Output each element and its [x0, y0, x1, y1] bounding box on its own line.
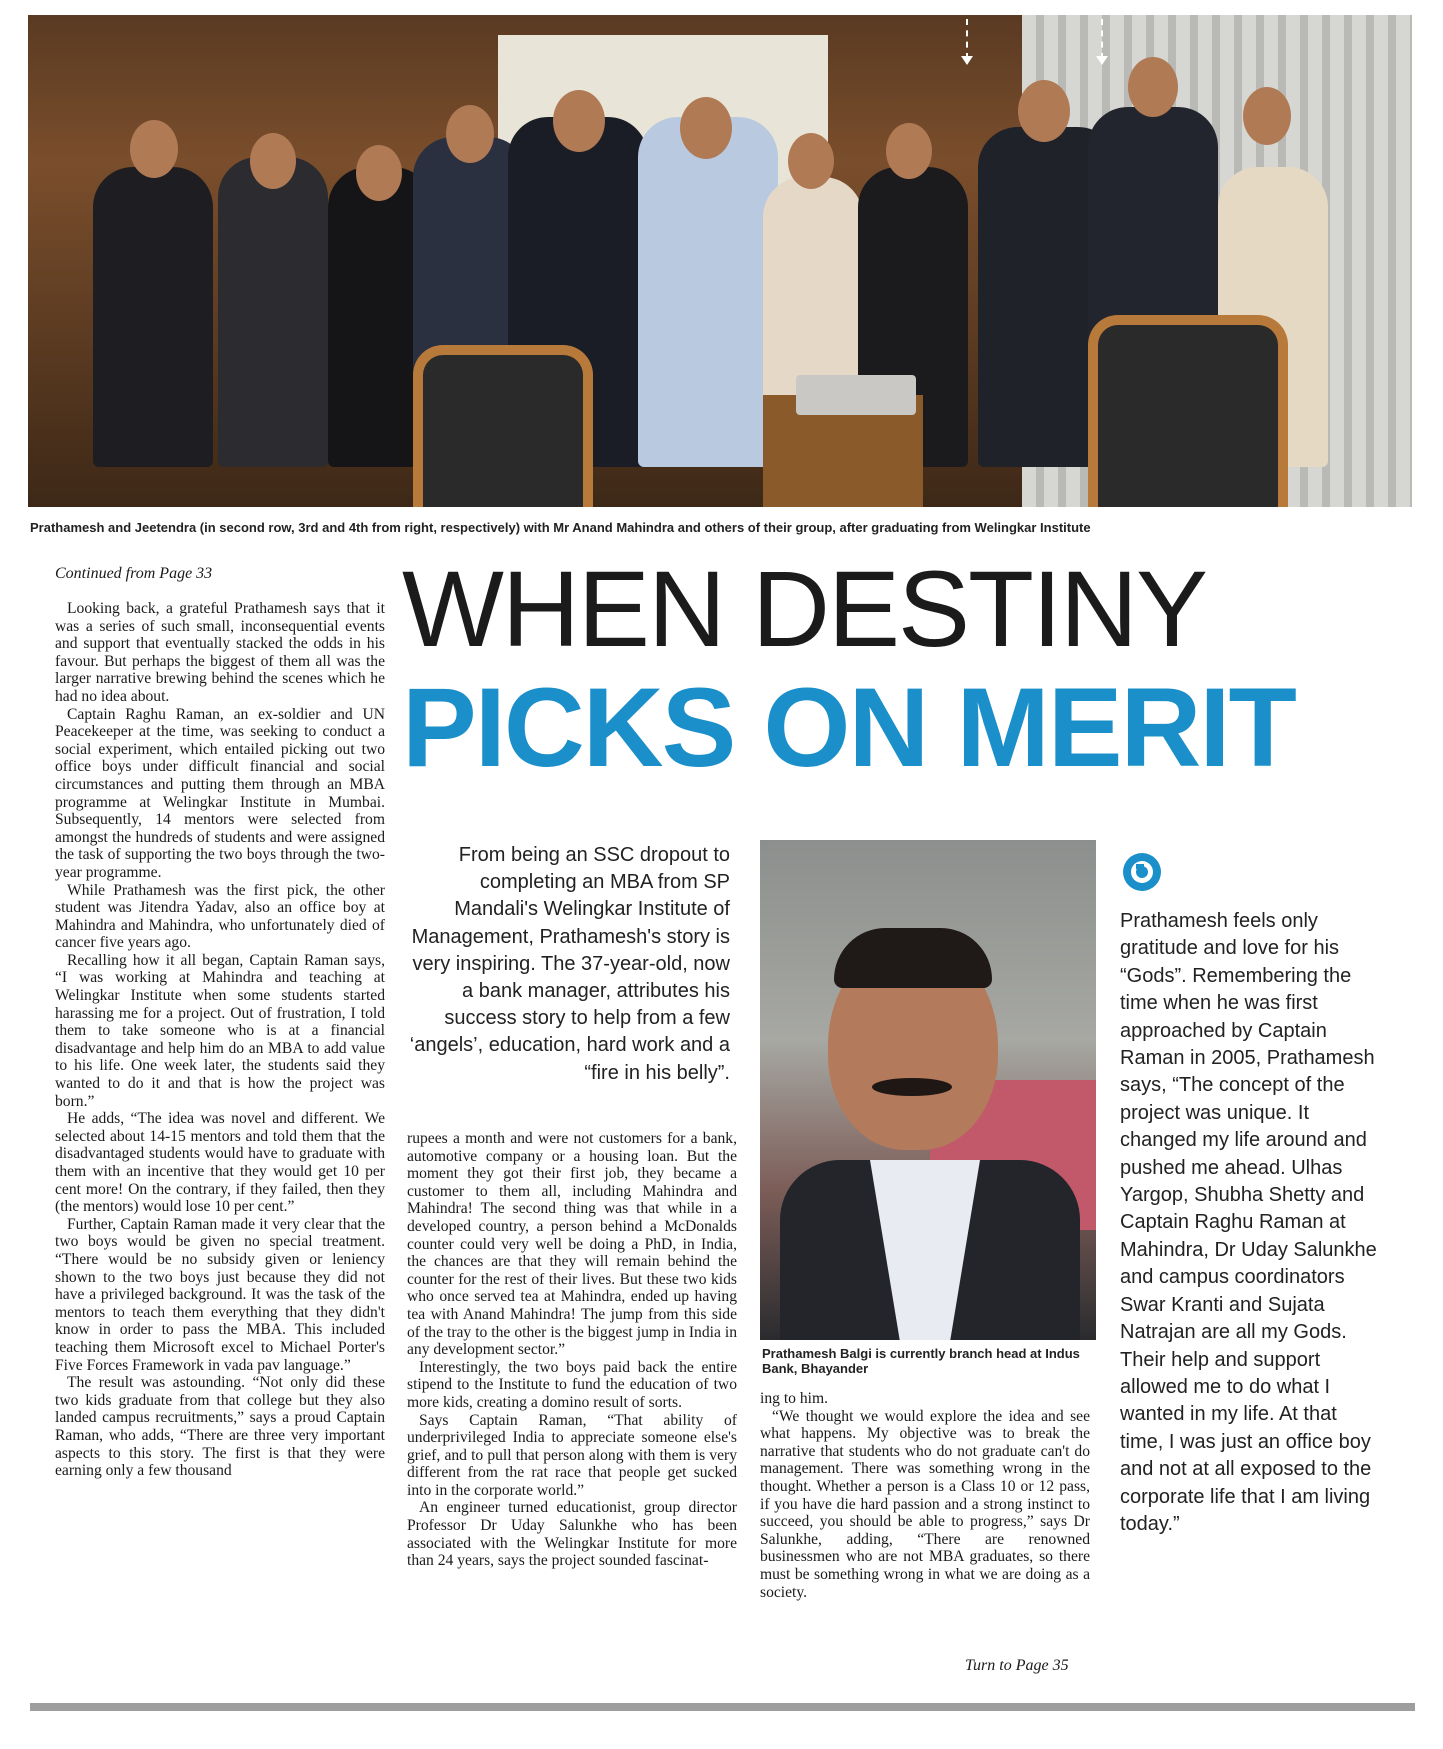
headline-line-1: WHEN DESTINY [402, 548, 1207, 669]
paragraph: Recalling how it all began, Captain Raman says, “I was working at Mahindra and teaching at Welingkar Institute when some students started harassing me for a project. Out of frustration, I told them to take someone who is at a financial disadvantage and help him do an MBA to add value to his life. One week later, the students said they wanted to do it and that is how the project was born.” [55, 951, 385, 1110]
paragraph: Looking back, a grateful Prathamesh says that it was a series of such small, inconsequential events and support that eventually stacked the odds in his favour. But perhaps the biggest of them all was the larger narrative brewing behind the scenes which he had no idea about. [55, 600, 385, 705]
article-column-3 [760, 1390, 1090, 1601]
paragraph: “We thought we would explore the idea and see what happens. My objective was to break the narrative that students who do not graduate can't do management. There was something wrong in the thought. Whether a person is a Class 10 or 12 pass, if you have die hard passion and a strong instinct to succeed, you should be able to progress,” says Dr Salunkhe, adding, “There are renowned businessmen who are not MBA graduates, so there must be something wrong in what we are doing as a society. [760, 1407, 1090, 1601]
headline-line-2: PICKS ON MERIT [402, 665, 1295, 790]
bottom-rule [30, 1703, 1415, 1711]
paragraph: While Prathamesh was the first pick, the other student was Jitendra Yadav, also an office boy at Mahindra and Mahindra, who unfortunately died of cancer five years ago. [55, 881, 385, 952]
article-column-2 [407, 1130, 737, 1570]
quote-bubble-icon [1120, 850, 1164, 894]
turn-to-page-label: Turn to Page 35 [965, 1657, 1069, 1674]
paragraph: Captain Raghu Raman, an ex-soldier and UN Peacekeeper at the time, was seeking to conduct a social experiment, which entailed picking out two office boys under difficult financial and social circumstances and putting them through an MBA programme at Welingkar Institute in Mumbai. Subsequently, 14 mentors were selected from amongst the hundreds of students and were assigned the task of supporting the two boys through the two-year programme. [55, 705, 385, 881]
paragraph: rupees a month and were not customers for a bank, automotive company or a housing loan. But the moment they got their first job, they became a customer to them all, including Mahindra and Mahindra! The second thing was that while in a developed country, a person behind a McDonalds counter could very well be doing a PhD, in India, the chances are that they will remain behind the counter for the rest of their lives. But these two kids who once served tea at Mahindra, ended up having tea with Anand Mahindra! The jump from this side of the tray to the other is the biggest jump in India in any development sector.” [407, 1130, 737, 1359]
group-photo [28, 15, 1412, 507]
paragraph: ing to him. [760, 1390, 829, 1407]
article-column-1 [55, 600, 385, 1480]
portrait-photo [760, 840, 1096, 1340]
paragraph: He adds, “The idea was novel and different. We selected about 14-15 mentors and told them that the disadvantaged students would have to graduate with them with an incentive that they would get 10 per cent more! On the contrary, if they failed, then they (the mentors) would lose 10 per cent.” [55, 1110, 385, 1216]
paragraph: Says Captain Raman, “That ability of underprivileged India to appreciate someone else's grief, and to pull that person along with them is very different from the rat race that people get sucked into in the corporate world.” [407, 1411, 737, 1499]
pull-quote: Prathamesh feels only gratitude and love for his “Gods”. Remembering the time when he was first approached by Captain Raman in 2005, Prathamesh says, “The concept of the project was unique. It changed my life around and pushed me ahead. Ulhas Yargop, Shubha Shetty and Captain Raghu Raman at Mahindra, Dr Uday Salunkhe and campus coordinators Swar Kranti and Sujata Natrajan are all my Gods. Their help and support allowed me to do what I wanted in my life. At that time, I was just an office boy and not at all exposed to the corporate life that I am living today.” [1120, 910, 1377, 1535]
paragraph: The result was astounding. “Not only did these two kids graduate from that college but they also landed campus recruitments,” says a proud Captain Raman, who adds, “There are three very important aspects to this story. The first is that they were earning only a few thousand [55, 1374, 385, 1480]
paragraph: An engineer turned educationist, group director Professor Dr Uday Salunkhe who has been associated with the Welingkar Institute for more than 24 years, says the project sounded fascinat- [407, 1499, 737, 1570]
paragraph: Interestingly, the two boys paid back the entire stipend to the Institute to fund the education of two more kids, creating a domino result of sorts. [407, 1358, 737, 1411]
photo-caption: Prathamesh and Jeetendra (in second row, 3rd and 4th from right, respectively) with Mr Anand Mahindra and others of their group, after graduating from Welingkar Institute [30, 520, 1091, 535]
portrait-caption: Prathamesh Balgi is currently branch head at Indus Bank, Bhayander [762, 1346, 1080, 1376]
paragraph: Further, Captain Raman made it very clear that the two boys would be given no special treatment. “There would be no subsidy given or leniency shown to the two boys just because they did not have a privileged background. It was the task of the mentors to teach them everything that they didn't know in order to pass the MBA. This included teaching them Microsoft excel to Michael Porter's Five Forces Framework in vada pav language.” [55, 1215, 385, 1374]
standfirst: From being an SSC dropout to completing an MBA from SP Mandali's Welingkar Institute of Management, Prathamesh's story is very inspiring. The 37-year-old, now a bank manager, attributes his success story to help from a few ‘angels’, education, hard work and a “fire in his belly”. [409, 844, 730, 1084]
continued-from-label: Continued from Page 33 [55, 565, 213, 582]
